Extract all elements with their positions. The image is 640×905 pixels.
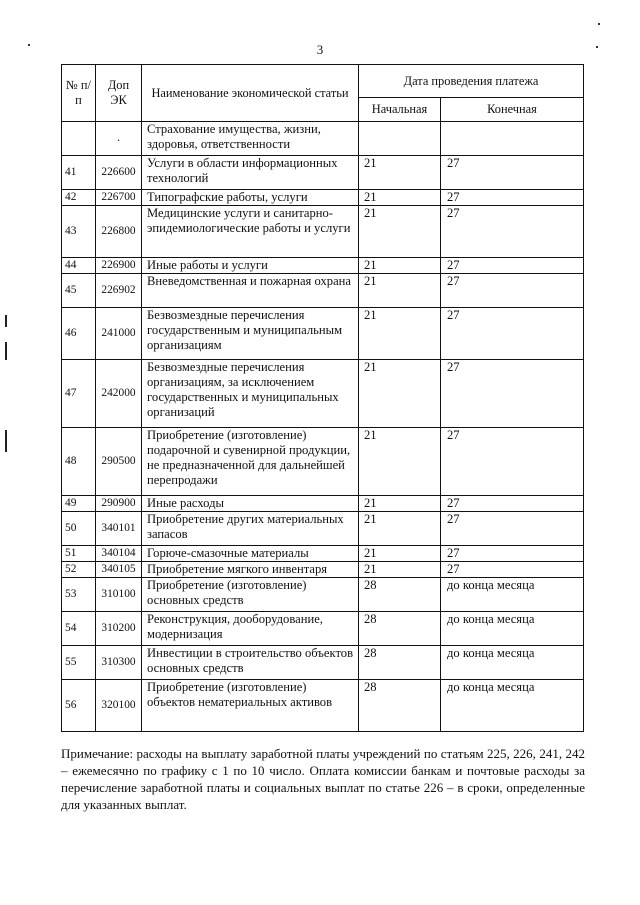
table-row — [62, 258, 584, 274]
cell-start: 21 — [359, 428, 441, 496]
scan-dot — [598, 23, 600, 25]
cell-start: 21 — [359, 206, 441, 258]
cell-num: 47 — [62, 360, 96, 428]
table-row — [62, 122, 584, 156]
cell-name: Типографские работы, услуги — [142, 190, 359, 206]
cell-num: 55 — [62, 646, 96, 680]
cell-start: 21 — [359, 512, 441, 546]
cell-end: 27 — [441, 562, 584, 578]
cell-code: 310300 — [96, 646, 142, 680]
cell-start: 28 — [359, 578, 441, 612]
cell-start: 21 — [359, 190, 441, 206]
payment-schedule-table — [61, 64, 584, 732]
table-row — [62, 562, 584, 578]
cell-start: 28 — [359, 646, 441, 680]
table-row — [62, 496, 584, 512]
table-row — [62, 206, 584, 258]
cell-name: Безвозмездные перечисления государственным и муниципальным организациям — [142, 308, 359, 360]
note-text: Примечание: расходы на выплату заработной платы учреждений по статьям 225, 226, 241, 242 – ежемесячно по графику с 1 по 10 число. Оплата комиссии банкам и почтовые расходы за перечисление заработной платы и социальных выплат по статье 226 – в сроки, определенные для указанных выплат. — [61, 746, 585, 812]
table-row — [62, 512, 584, 546]
cell-num: 51 — [62, 546, 96, 562]
scan-mark — [5, 430, 7, 452]
cell-num: 56 — [62, 680, 96, 732]
cell-name: Реконструкция, дооборудование, модернизация — [142, 612, 359, 646]
cell-end: 27 — [441, 156, 584, 190]
cell-code: 241000 — [96, 308, 142, 360]
cell-start — [359, 122, 441, 156]
cell-code: . — [96, 122, 142, 156]
header-code: Доп ЭК — [96, 65, 142, 122]
cell-code: 226900 — [96, 258, 142, 274]
scan-dot — [596, 46, 598, 48]
cell-code: 340101 — [96, 512, 142, 546]
cell-end: 27 — [441, 258, 584, 274]
scan-mark — [5, 315, 7, 327]
table-row — [62, 578, 584, 612]
cell-code: 226800 — [96, 206, 142, 258]
cell-name: Услуги в области информационных технологий — [142, 156, 359, 190]
cell-end: 27 — [441, 496, 584, 512]
header-date-group: Дата проведения платежа — [359, 65, 584, 98]
table-row — [62, 428, 584, 496]
table-row — [62, 156, 584, 190]
cell-end: 27 — [441, 512, 584, 546]
header-name: Наименование экономической статьи — [142, 65, 359, 122]
cell-end: 27 — [441, 190, 584, 206]
cell-name: Инвестиции в строительство объектов основных средств — [142, 646, 359, 680]
cell-code: 226600 — [96, 156, 142, 190]
cell-num: 43 — [62, 206, 96, 258]
cell-code: 320100 — [96, 680, 142, 732]
cell-name: Страхование имущества, жизни, здоровья, ответственности — [142, 122, 359, 156]
cell-code: 310100 — [96, 578, 142, 612]
cell-num: 49 — [62, 496, 96, 512]
cell-end: 27 — [441, 546, 584, 562]
table-row — [62, 612, 584, 646]
cell-code: 340105 — [96, 562, 142, 578]
cell-start: 21 — [359, 156, 441, 190]
table-row — [62, 308, 584, 360]
cell-start: 21 — [359, 360, 441, 428]
cell-start: 21 — [359, 274, 441, 308]
page-number: 3 — [316, 42, 324, 57]
cell-end: 27 — [441, 274, 584, 308]
table-row — [62, 274, 584, 308]
cell-code: 340104 — [96, 546, 142, 562]
cell-start: 21 — [359, 496, 441, 512]
cell-end: 27 — [441, 360, 584, 428]
cell-name: Медицинские услуги и санитарно-эпидемиологические работы и услуги — [142, 206, 359, 258]
cell-num: 50 — [62, 512, 96, 546]
cell-num: 52 — [62, 562, 96, 578]
header-end: Конечная — [441, 98, 584, 122]
cell-name: Приобретение (изготовление) объектов нематериальных активов — [142, 680, 359, 732]
cell-code: 242000 — [96, 360, 142, 428]
cell-start: 21 — [359, 258, 441, 274]
cell-name: Горюче-смазочные материалы — [142, 546, 359, 562]
cell-start: 28 — [359, 612, 441, 646]
cell-num: 45 — [62, 274, 96, 308]
cell-end: 27 — [441, 206, 584, 258]
header-num: № п/п — [62, 65, 96, 122]
cell-code: 226700 — [96, 190, 142, 206]
cell-end: до конца месяца — [441, 578, 584, 612]
cell-code: 226902 — [96, 274, 142, 308]
cell-num: 41 — [62, 156, 96, 190]
cell-start: 28 — [359, 680, 441, 732]
cell-name: Приобретение (изготовление) основных средств — [142, 578, 359, 612]
cell-num: 54 — [62, 612, 96, 646]
cell-code: 290900 — [96, 496, 142, 512]
cell-end: до конца месяца — [441, 612, 584, 646]
cell-end: 27 — [441, 308, 584, 360]
cell-num: 42 — [62, 190, 96, 206]
table-row — [62, 546, 584, 562]
cell-name: Безвозмездные перечисления организациям, за исключением государственных и муниципальных организаций — [142, 360, 359, 428]
cell-num: 46 — [62, 308, 96, 360]
cell-start: 21 — [359, 546, 441, 562]
cell-start: 21 — [359, 308, 441, 360]
cell-name: Приобретение других материальных запасов — [142, 512, 359, 546]
cell-end — [441, 122, 584, 156]
cell-end: до конца месяца — [441, 646, 584, 680]
cell-name: Приобретение мягкого инвентаря — [142, 562, 359, 578]
scan-dot — [28, 44, 30, 46]
cell-end: 27 — [441, 428, 584, 496]
cell-num — [62, 122, 96, 156]
cell-num: 53 — [62, 578, 96, 612]
header-start: Начальная — [359, 98, 441, 122]
table-row — [62, 360, 584, 428]
cell-name: Приобретение (изготовление) подарочной и сувенирной продукции, не предназначенной для дальнейшей перепродажи — [142, 428, 359, 496]
cell-start: 21 — [359, 562, 441, 578]
cell-end: до конца месяца — [441, 680, 584, 732]
cell-name: Вневедомственная и пожарная охрана — [142, 274, 359, 308]
cell-code: 310200 — [96, 612, 142, 646]
table-row — [62, 190, 584, 206]
table-row — [62, 680, 584, 732]
scan-mark — [5, 342, 7, 360]
cell-num: 44 — [62, 258, 96, 274]
table-row — [62, 646, 584, 680]
cell-name: Иные работы и услуги — [142, 258, 359, 274]
cell-num: 48 — [62, 428, 96, 496]
cell-name: Иные расходы — [142, 496, 359, 512]
cell-code: 290500 — [96, 428, 142, 496]
